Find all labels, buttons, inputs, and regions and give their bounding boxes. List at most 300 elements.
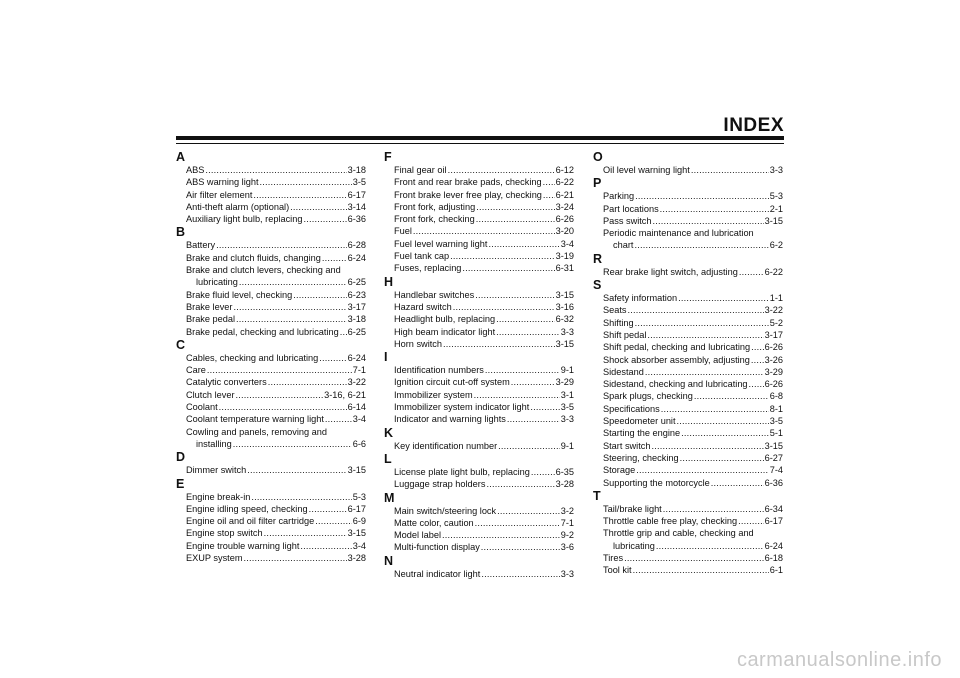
index-entry-text: Spark plugs, checking [603,391,693,402]
dot-leader [448,164,555,176]
dot-leader [751,341,764,353]
index-entry-text: Coolant temperature warning light [186,414,324,425]
dot-leader [233,301,346,313]
dot-leader [739,266,764,278]
index-entry-text: Cowling and panels, removing and [186,426,327,437]
index-entry-text: Brake lever [186,301,233,312]
index-entry-page: 3-4 [560,238,574,249]
dot-leader [636,464,769,476]
index-entry-text: ABS warning light [186,177,259,188]
index-entry-page: 3-15 [555,338,574,349]
index-entry [186,189,366,201]
index-entry-page: 5-1 [769,428,783,439]
dot-leader [205,164,346,176]
dot-leader [663,503,764,515]
index-entry-page: 1-1 [769,293,783,304]
index-entry-page: 6-8 [769,391,783,402]
dot-leader [216,239,347,251]
index-entry-page: 3-24 [555,201,574,212]
index-entry-text: Front and rear brake pads, checking [394,177,542,188]
dot-leader [680,452,764,464]
index-entry-text: Model label [394,530,441,541]
dot-leader [443,338,555,350]
section-letter: A [176,150,186,164]
index-entry-page: 3-5 [352,177,366,188]
index-entry [603,503,783,515]
dot-leader [634,239,768,251]
index-entry-page: 3-4 [352,540,366,551]
index-entry [603,464,783,476]
dot-leader [236,313,347,325]
index-entry-page: 3-22 [764,305,783,316]
index-entry-page: 3-28 [347,553,366,564]
index-entry-page: 6-24 [347,252,366,263]
index-entry-page: 6-24 [347,352,366,363]
dot-leader [253,189,346,201]
index-entry [394,389,574,401]
index-section [384,151,574,275]
index-entry-text: Sidestand [603,366,644,377]
index-entry [186,289,366,301]
index-entry [603,440,783,452]
index-column-3 [593,150,783,577]
index-entry [196,276,366,288]
index-entry-page: 3-3 [560,326,574,337]
index-entry-page: 6-36 [347,214,366,225]
section-letter: O [593,150,603,164]
dot-leader [488,238,559,250]
index-entry-page: 3-19 [555,251,574,262]
header-rule-thick [176,136,784,140]
dot-leader [474,389,560,401]
index-entry-text: Brake pedal [186,314,236,325]
index-entry [603,203,783,215]
index-entry [603,341,783,353]
dot-leader [300,540,351,552]
index-entry-page: 3-15 [764,440,783,451]
index-section [384,276,574,350]
index-section [384,492,574,554]
index-entry [186,201,366,213]
index-entry-text: Brake and clutch levers, checking and [186,265,341,276]
index-entry-text: Dimmer switch [186,465,247,476]
index-entry-text: Engine break-in [186,491,251,502]
index-section [384,555,574,580]
dot-leader [239,276,347,288]
dot-leader [236,389,324,401]
dot-leader [485,364,560,376]
dot-leader [628,304,764,316]
index-entry-text: Multi-function display [394,542,480,553]
section-letter: E [176,476,185,491]
index-entry [603,164,783,176]
index-entry-page: 7-4 [769,465,783,476]
dot-leader [475,289,554,301]
dot-leader [661,403,769,415]
index-entry-text: EXUP system [186,553,243,564]
index-entry-page: 9-1 [560,440,574,451]
dot-leader [497,505,560,517]
index-entry-page: 6-22 [764,266,783,277]
dot-leader [475,517,560,529]
section-letter: P [593,176,602,191]
section-letter: K [384,425,394,440]
dot-leader [462,262,554,274]
index-entry [186,552,366,564]
index-entry-page: 9-1 [560,365,574,376]
dot-leader [207,364,352,376]
dot-leader [530,401,559,413]
index-entry-text: Oil level warning light [603,165,690,175]
index-entry-text: Engine idling speed, checking [186,503,308,514]
dot-leader [476,201,554,213]
index-entry-page: 6-17 [347,503,366,514]
index-entry-page: 3-5 [769,416,783,427]
index-entry-text: Pass switch [603,215,652,226]
watermark: carmanualsonline.info [736,649,942,671]
index-entry-page: 6-9 [352,516,366,527]
index-entry [394,466,574,478]
index-entry-text: Shifting [603,317,634,328]
index-entry [394,238,574,250]
dot-leader [453,301,555,313]
index-entry [186,213,366,225]
index-entry-text: License plate light bulb, replacing [394,466,530,477]
dot-leader [481,541,560,553]
index-entry [394,413,574,425]
index-entry-text: Immobilizer system [394,389,473,400]
index-entry-text: Catalytic converters [186,377,267,388]
index-entry-page: 3-3 [560,568,574,579]
index-entry-text: Main switch/steering lock [394,505,497,516]
index-entry-text: Front fork, adjusting [394,201,476,212]
index-entry-page: 6-27 [764,452,783,463]
dot-leader [233,438,352,450]
index-entry-text: Ignition circuit cut-off system [394,377,510,388]
index-entry-text: Final gear oil [394,165,447,175]
index-entry [394,213,574,225]
index-entry-text: Handlebar switches [394,289,475,300]
dot-leader [315,515,352,527]
index-section [176,451,366,476]
index-entry [394,478,574,490]
dot-leader [660,203,769,215]
index-entry [186,389,366,401]
index-entry-text: installing [196,438,232,449]
index-entry [394,440,574,452]
dot-leader [481,568,559,580]
index-entry [186,301,366,313]
index-entry [394,364,574,376]
index-entry-text: Key identification number [394,440,498,451]
index-entry-text: Brake fluid level, checking [186,289,293,300]
dot-leader [635,317,769,329]
index-entry-text: Part locations [603,203,659,214]
dot-leader [543,176,555,188]
index-entry [196,438,366,450]
index-entry [394,201,574,213]
index-entry-text: Starting the engine [603,428,681,439]
index-entry-page: 6-34 [764,503,783,514]
index-entry-text: Coolant [186,402,218,413]
index-entry-text: lubricating [613,540,655,551]
index-entry-text: Speedometer unit [603,416,676,427]
index-section [593,151,783,176]
index-entry-text: chart [613,240,634,251]
section-letter: L [384,451,392,466]
index-entry-page: 7-1 [352,365,366,376]
index-section [593,279,783,489]
index-entry [603,292,783,304]
dot-leader [738,515,763,527]
dot-leader [624,552,764,564]
dot-leader [290,201,346,213]
index-entry [394,376,574,388]
index-entry-text: Storage [603,465,636,476]
dot-leader [486,478,554,490]
dot-leader [219,401,347,413]
index-entry-page: 3-6 [560,542,574,553]
index-entry [603,552,783,564]
dot-leader [322,252,347,264]
index-entry-page: 6-2 [769,240,783,251]
index-entry [186,313,366,325]
dot-leader [268,376,347,388]
dot-leader [260,176,352,188]
dot-leader [244,552,347,564]
index-entry-page: 6-36 [764,477,783,488]
index-entry-page: 3-22 [347,377,366,388]
index-entry [603,415,783,427]
index-entry [394,164,574,176]
index-section [593,177,783,251]
index-entry-page: 3-2 [560,505,574,516]
index-entry-page: 3-1 [560,389,574,400]
index-entry [394,262,574,274]
index-entry-page: 3-15 [555,289,574,300]
index-entry-page: 6-21 [555,189,574,200]
index-entry-text: Shock absorber assembly, adjusting [603,354,750,365]
index-entry [603,477,783,489]
index-entry-text: Parking [603,191,635,202]
index-column-2 [384,150,574,580]
index-entry-text: Headlight bulb, replacing [394,314,496,325]
index-entry-page: 6-26 [555,214,574,225]
dot-leader [651,440,763,452]
index-entry [186,239,366,251]
dot-leader [247,464,346,476]
index-entry-text: Safety information [603,293,678,304]
page-title: INDEX [723,115,784,136]
index-entry-text: Rear brake light switch, adjusting [603,266,738,277]
index-entry-page: 6-23 [347,289,366,300]
index-entry-text: Engine stop switch [186,528,263,539]
index-entry-text: Matte color, caution [394,517,474,528]
index-entry-text: Brake and clutch fluids, changing [186,252,321,263]
index-entry [603,317,783,329]
index-entry-page: 6-35 [555,466,574,477]
index-entry [603,452,783,464]
index-entry-page: 6-26 [764,379,783,390]
index-entry [613,540,783,552]
index-entry-text: Brake pedal, checking and lubricating [186,326,339,337]
index-entry-text: Care [186,365,206,376]
index-entry-page: 6-25 [347,326,366,337]
dot-leader [442,529,560,541]
index-entry-page: 9-2 [560,530,574,541]
dot-leader [507,413,560,425]
index-entry [186,352,366,364]
index-entry-text: Supporting the motorcycle [603,477,710,488]
index-section [176,226,366,337]
index-entry-page: 3-15 [347,465,366,476]
index-entry-text: High beam indicator light [394,326,496,337]
dot-leader [340,326,347,338]
index-entry [603,390,783,402]
index-entry-text: lubricating [196,277,238,288]
dot-leader [749,378,764,390]
index-entry-text: Fuel [394,226,412,237]
index-entry-text: Fuses, replacing [394,263,462,274]
index-entry [613,239,783,251]
index-entry-text: Immobilizer system indicator light [394,402,530,413]
index-entry-text: Sidestand, checking and lubricating [603,379,748,390]
index-entry-text: Shift pedal [603,329,647,340]
index-entry [603,304,783,316]
index-entry-text: Air filter element [186,189,253,200]
index-entry-page: 6-18 [764,553,783,564]
index-entry-page: 3-17 [764,329,783,340]
index-entry-text: Auxiliary light bulb, replacing [186,214,303,225]
index-entry [186,464,366,476]
index-entry-page: 6-17 [764,516,783,527]
index-entry [186,176,366,188]
index-entry-text: Identification numbers [394,365,484,376]
section-letter: N [384,553,394,568]
index-entry-page: 6-6 [352,438,366,449]
index-entry [186,376,366,388]
index-entry [394,313,574,325]
index-entry [394,189,574,201]
index-entry-text: Luggage strap holders [394,479,486,490]
section-letter: I [384,350,388,365]
index-entry-page: 6-31 [555,263,574,274]
index-entry-page: 6-12 [555,165,574,175]
header-rule-thin [176,143,784,144]
section-letter: M [384,490,395,505]
index-section [176,478,366,565]
index-entry [603,366,783,378]
dot-leader [325,413,352,425]
index-entry [603,190,783,202]
index-entry-text: Indicator and warning lights [394,414,506,425]
index-entry-page: 3-3 [560,414,574,425]
index-entry [603,329,783,341]
index-entry-page: 3-5 [560,402,574,413]
dot-leader [678,292,769,304]
index-entry-page: 7-1 [560,517,574,528]
index-entry-page: 6-14 [347,402,366,413]
dot-leader [293,289,346,301]
index-entry [603,427,783,439]
section-letter: F [384,150,392,164]
dot-leader [647,329,763,341]
index-entry [603,403,783,415]
dot-leader [531,466,555,478]
dot-leader [691,164,769,176]
dot-leader [711,477,764,489]
dot-leader [309,503,347,515]
index-entry [186,326,366,338]
index-entry [186,515,366,527]
dot-leader [635,190,769,202]
index-entry-page: 3-18 [347,165,366,175]
index-entry [603,564,783,576]
index-entry [186,252,366,264]
index-entry-text: Neutral indicator light [394,568,481,579]
index-entry-page: 3-17 [347,301,366,312]
index-entry [603,378,783,390]
dot-leader [251,491,351,503]
index-entry-text: Specifications [603,403,660,414]
index-entry [394,250,574,262]
index-entry-text: Start switch [603,440,651,451]
index-entry-text: ABS [186,165,205,175]
index-section [593,253,783,278]
dot-leader [476,213,555,225]
index-entry-text: Shift pedal, checking and lubricating [603,342,751,353]
section-letter: B [176,225,186,240]
index-entry [186,164,366,176]
dot-leader [694,390,769,402]
index-entry [186,503,366,515]
index-entry-text: Anti-theft alarm (optional) [186,201,290,212]
index-entry-page: 6-17 [347,189,366,200]
index-entry-text: Throttle grip and cable, checking and [603,528,754,539]
index-entry [603,354,783,366]
index-entry-text: Tires [603,553,624,564]
index-entry [394,401,574,413]
index-entry-page: 6-24 [764,540,783,551]
index-entry-page: 3-26 [764,354,783,365]
index-entry [394,225,574,237]
dot-leader [677,415,769,427]
index-entry-page: 2-1 [769,203,783,214]
section-letter: H [384,274,394,289]
index-entry [394,568,574,580]
section-letter: D [176,450,186,465]
dot-leader [543,189,555,201]
index-entry [394,176,574,188]
index-section [384,453,574,491]
index-entry-text: Fuel level warning light [394,238,488,249]
index-entry-page: 3-3 [769,165,783,175]
index-entry [394,326,574,338]
section-letter: T [593,488,601,503]
index-entry [186,540,366,552]
dot-leader [413,225,555,237]
index-entry [394,289,574,301]
dot-leader [303,213,346,225]
index-entry [394,529,574,541]
index-column-1 [176,150,366,564]
dot-leader [450,250,554,262]
index-entry-text: Periodic maintenance and lubrication [603,228,754,239]
index-entry [186,527,366,539]
index-entry [394,517,574,529]
index-entry [394,505,574,517]
index-entry-page: 6-32 [555,314,574,325]
